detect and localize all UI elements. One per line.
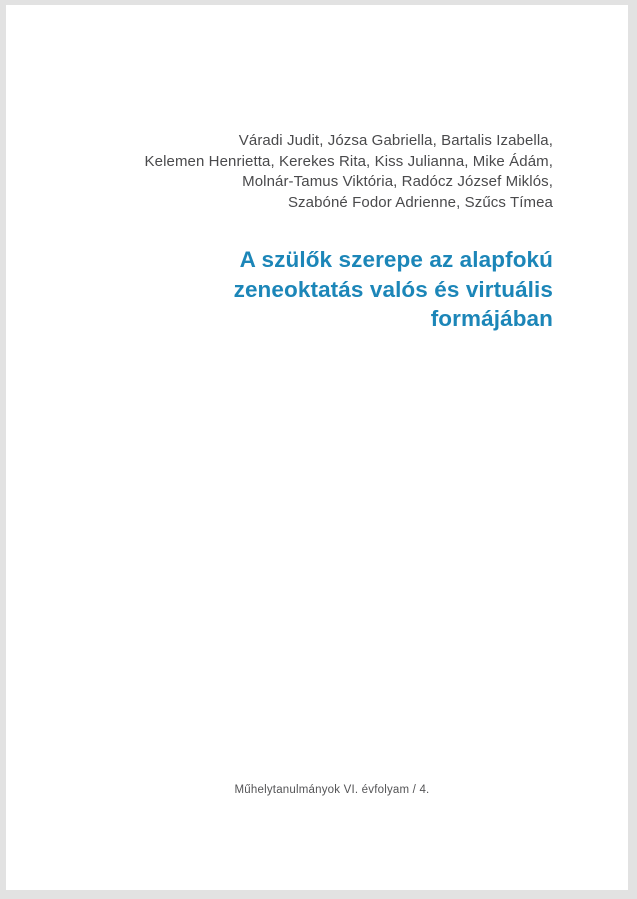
document-page bbox=[6, 5, 628, 890]
title-line: formájában bbox=[430, 306, 553, 331]
title-line: A szülők szerepe az alapfokú bbox=[239, 247, 553, 272]
series-footer: Műhelytanulmányok VI. évfolyam / 4. bbox=[234, 784, 430, 796]
title-line: zeneoktatás valós és virtuális bbox=[233, 276, 553, 302]
author-line: Molnár-Tamus Viktória, Radócz József Miklós, bbox=[242, 173, 553, 190]
author-line: Kelemen Henrietta, Kerekes Rita, Kiss Julianna, Mike Ádám, bbox=[144, 152, 553, 170]
author-line: Szabóné Fodor Adrienne, Szűcs Tímea bbox=[287, 193, 553, 211]
document-title bbox=[26, 245, 553, 334]
author-list bbox=[26, 131, 553, 213]
author-line: Váradi Judit, Józsa Gabriella, Bartalis Izabella, bbox=[238, 132, 553, 149]
